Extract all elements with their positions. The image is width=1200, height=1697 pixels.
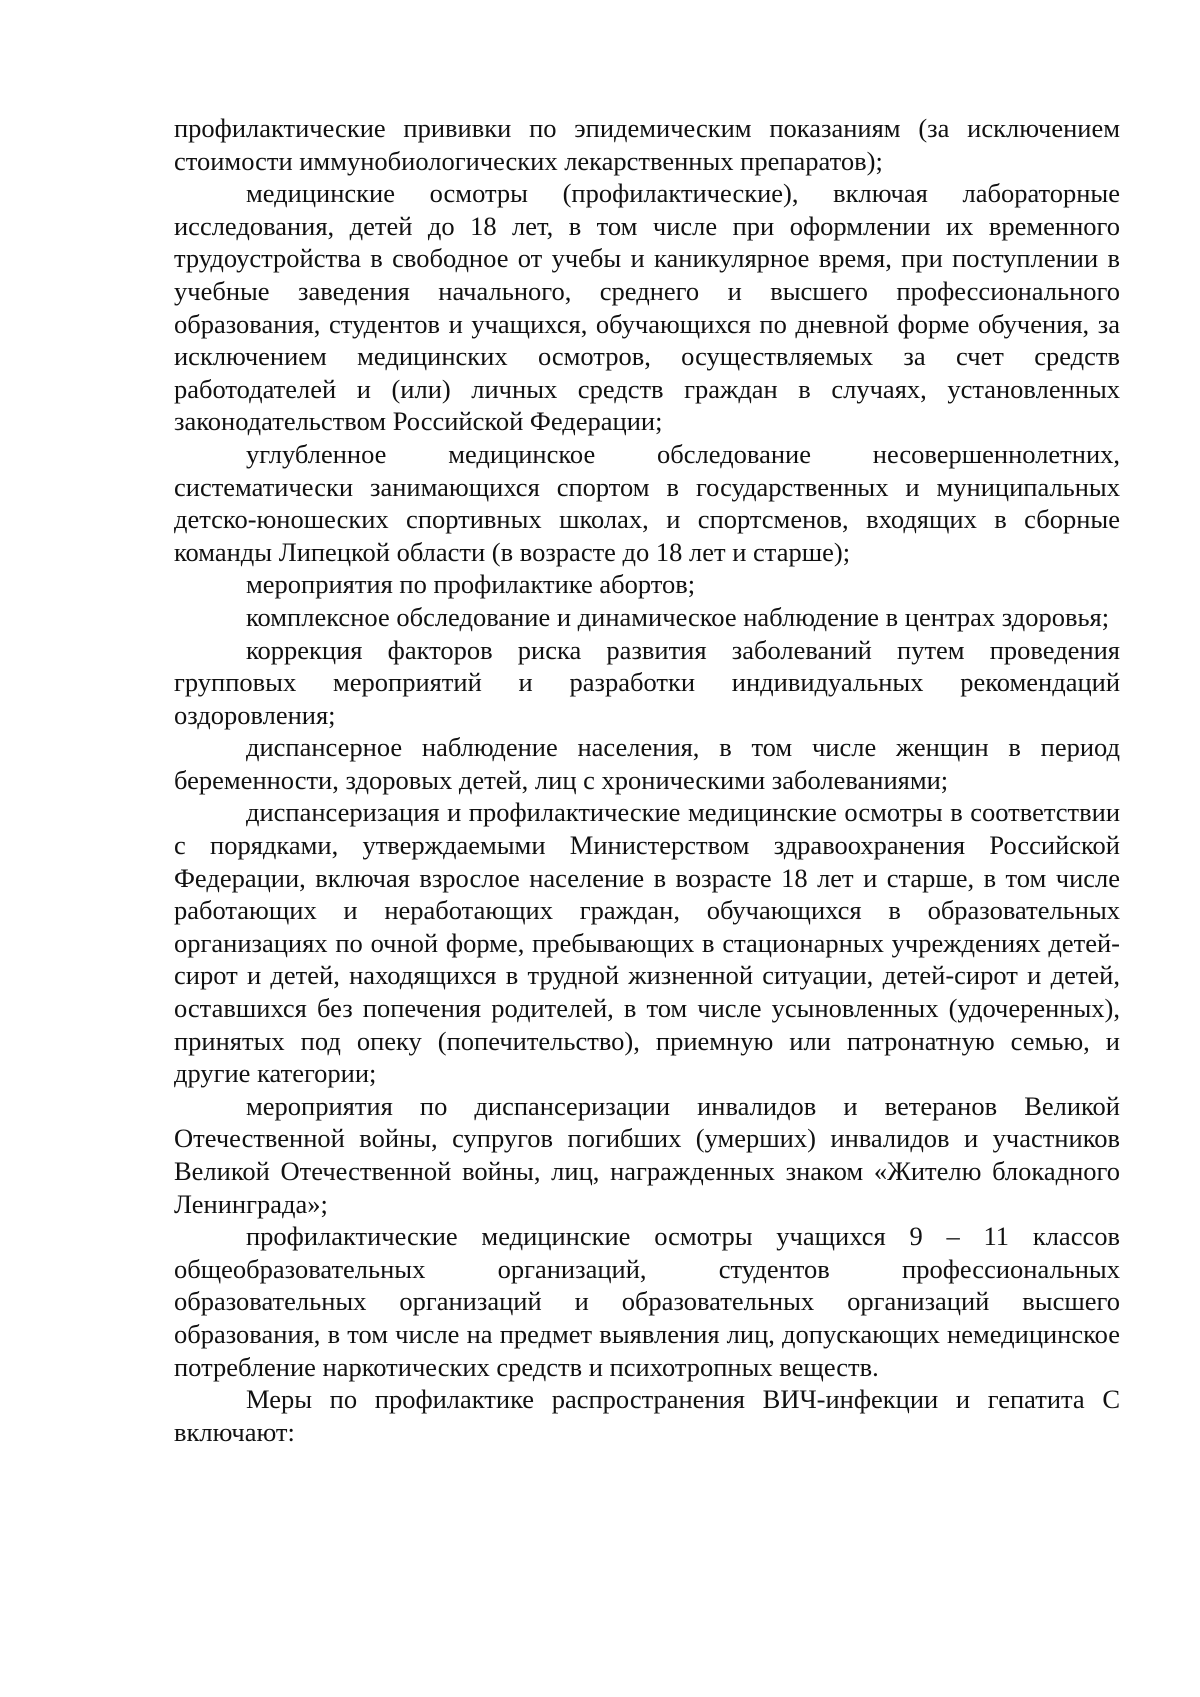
paragraph-risk-factors: коррекция факторов риска развития заболеваний путем проведения групповых мероприятий и разработки индивидуальных рекомендаций оздоровления; [174, 634, 1120, 730]
paragraph-veterans-dispensarization: мероприятия по диспансеризации инвалидов и ветеранов Великой Отечественной войны, супругов погибших (умерших) инвалидов и участников Великой Отечественной войны, лиц, награжденных знаком «Жителю блокадного Ленинграда»; [174, 1090, 1120, 1219]
paragraph-medical-checkups-children: медицинские осмотры (профилактические), включая лабораторные исследования, детей до 18 лет, в том числе при оформлении их временного трудоустройства в свободное от учебы и каникулярное время, при поступлении в учебные заведения начального, среднего и высшего профессионального образования, студентов и учащихся, обучающихся по дневной форме обучения, за исключением медицинских осмотров, осуществляемых за счет средств работодателей и (или) личных средств граждан в случаях, установленных законодательством Российской Федерации; [174, 178, 1120, 437]
paragraph-vaccinations: профилактические прививки по эпидемическим показаниям (за исключением стоимости иммунобиологических лекарственных препаратов); [174, 113, 1120, 176]
document-text-body [174, 112, 1120, 1448]
paragraph-dispensary-observation: диспансерное наблюдение населения, в том числе женщин в период беременности, здоровых детей, лиц с хроническими заболеваниями; [174, 732, 1120, 795]
paragraph-abortion-prevention: мероприятия по профилактике абортов; [246, 569, 696, 600]
paragraph-athletes-examination: углубленное медицинское обследование несовершеннолетних, систематически занимающихся спортом в государственных и муниципальных детско-юношеских спортивных школах, и спортсменов, входящих в сборные команды Липецкой области (в возрасте до 18 лет и старше); [174, 438, 1120, 567]
paragraph-health-centers: комплексное обследование и динамическое наблюдение в центрах здоровья; [246, 601, 1110, 632]
paragraph-dispensarization: диспансеризация и профилактические медицинские осмотры в соответствии с порядками, утверждаемыми Министерством здравоохранения Российской Федерации, включая взрослое население в возрасте 18 лет и старше, в том числе работающих и неработающих граждан, обучающихся в образовательных организациях по очной форме, пребывающих в стационарных учреждениях детей-сирот и детей, находящихся в трудной жизненной ситуации, детей-сирот и детей, оставшихся без попечения родителей, в том числе усыновленных (удочеренных), принятых под опеку (попечительство), приемную или патронатную семью, и другие категории; [174, 797, 1120, 1089]
paragraph-students-checkups: профилактические медицинские осмотры учащихся 9 – 11 классов общеобразовательных организаций, студентов профессиональных образовательных организаций и образовательных организаций высшего образования, в том числе на предмет выявления лиц, допускающих немедицинское потребление наркотических средств и психотропных веществ. [174, 1221, 1120, 1382]
paragraph-hiv-hepatitis-measures: Меры по профилактике распространения ВИЧ-инфекции и гепатита С включают: [174, 1384, 1120, 1447]
